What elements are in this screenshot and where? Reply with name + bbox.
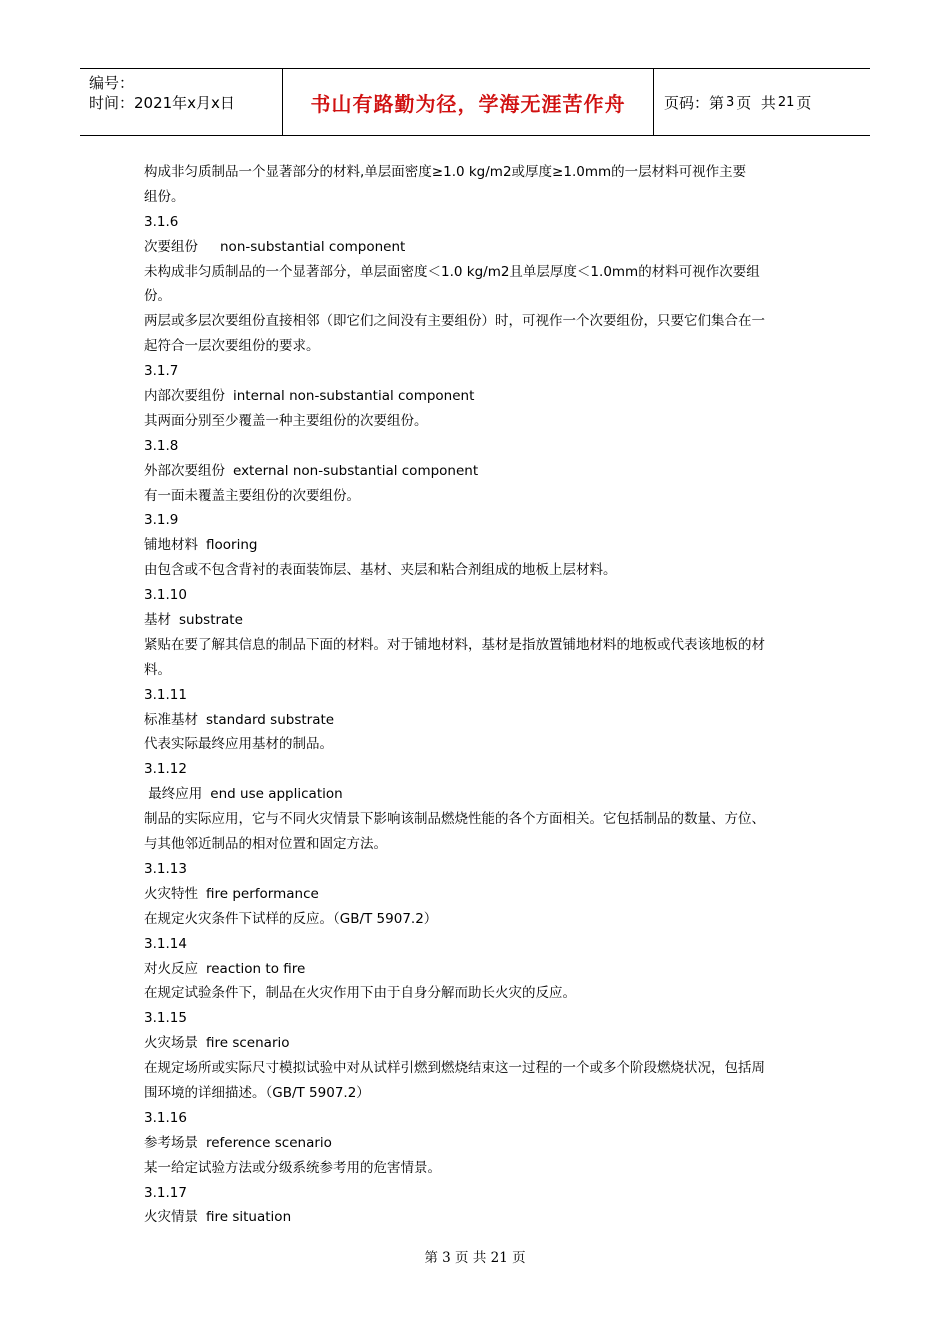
time-label: 时间：2021年x月x日 bbox=[89, 94, 235, 112]
clause-number: 3.1.11 bbox=[144, 686, 187, 703]
term-en: fire situation bbox=[206, 1209, 292, 1226]
definition-text: 料。 bbox=[144, 661, 171, 678]
clause-number: 3.1.6 bbox=[144, 213, 179, 230]
page-footer: 第 3 页 共 21 页 bbox=[424, 1250, 526, 1266]
term-heading bbox=[144, 1131, 808, 1156]
term-heading bbox=[144, 882, 808, 907]
clause-number: 3.1.9 bbox=[144, 512, 179, 529]
term-heading bbox=[144, 782, 808, 807]
definition-text: 起符合一层次要组份的要求。 bbox=[144, 338, 320, 355]
term-heading bbox=[144, 235, 808, 260]
definition-text: 在规定火灾条件下试样的反应。（GB/T 5907.2） bbox=[144, 910, 438, 927]
term-cn: 最终应用 bbox=[144, 786, 203, 803]
clause-number: 3.1.14 bbox=[144, 935, 187, 952]
term-en: reference scenario bbox=[206, 1134, 332, 1151]
clause-number: 3.1.16 bbox=[144, 1109, 187, 1126]
page-suffix: 页 bbox=[796, 93, 812, 112]
term-heading bbox=[144, 1031, 808, 1056]
code-label: 编号： bbox=[89, 74, 135, 92]
clause-number: 3.1.8 bbox=[144, 437, 179, 454]
page-mid: 页 共 bbox=[736, 93, 776, 112]
term-cn: 火灾场景 bbox=[144, 1035, 198, 1052]
definition-text: 紧贴在要了解其信息的制品下面的材料。对于铺地材料，基材是指放置铺地材料的地板或代表该地板的材 bbox=[144, 636, 765, 653]
term-en: external non-substantial component bbox=[233, 462, 479, 479]
term-cn: 内部次要组份 bbox=[144, 388, 225, 405]
definition-text: 构成非匀质制品一个显著部分的材料,单层面密度≥1.0 kg/m2或厚度≥1.0mm的一层材料可视作主要 bbox=[144, 164, 747, 180]
term-heading bbox=[144, 459, 808, 484]
term-en: fire performance bbox=[206, 885, 319, 902]
clause-number: 3.1.12 bbox=[144, 761, 187, 778]
header-info bbox=[80, 69, 282, 135]
page-total: 21 bbox=[777, 94, 795, 110]
term-heading bbox=[144, 608, 808, 633]
term-en: substrate bbox=[179, 612, 243, 629]
term-heading bbox=[144, 957, 808, 982]
term-en: reaction to fire bbox=[206, 960, 306, 977]
definition-text: 制品的实际应用，它与不同火灾情景下影响该制品燃烧性能的各个方面相关。它包括制品的数量、方位、 bbox=[144, 811, 765, 828]
page-current: 3 bbox=[726, 94, 735, 110]
term-en: non-substantial component bbox=[220, 238, 406, 255]
definition-text: 组份。 bbox=[144, 188, 185, 205]
definition-text: 其两面分别至少覆盖一种主要组份的次要组份。 bbox=[144, 412, 428, 429]
term-cn: 次要组份 bbox=[144, 238, 198, 255]
clause-number: 3.1.13 bbox=[144, 860, 187, 877]
definition-text: 份。 bbox=[144, 288, 171, 305]
clause-number: 3.1.7 bbox=[144, 363, 179, 380]
term-cn: 外部次要组份 bbox=[144, 462, 225, 479]
definition-text: 未构成非匀质制品的一个显著部分，单层面密度＜1.0 kg/m2且单层厚度＜1.0mm的材料可视作次要组 bbox=[144, 263, 760, 280]
term-cn: 铺地材料 bbox=[144, 537, 198, 554]
definition-text: 有一面未覆盖主要组份的次要组份。 bbox=[144, 487, 360, 504]
definition-text: 围环境的详细描述。（GB/T 5907.2） bbox=[144, 1084, 370, 1101]
term-en: standard substrate bbox=[206, 711, 335, 728]
term-heading bbox=[144, 708, 808, 733]
term-cn: 火灾特性 bbox=[144, 885, 198, 902]
term-cn: 对火反应 bbox=[144, 960, 198, 977]
definition-text: 在规定试验条件下，制品在火灾作用下由于自身分解而助长火灾的反应。 bbox=[144, 985, 576, 1002]
term-en: internal non-substantial component bbox=[233, 388, 475, 405]
term-heading bbox=[144, 1205, 808, 1230]
page-prefix: 页码：第 bbox=[664, 93, 725, 112]
term-heading bbox=[144, 384, 808, 409]
term-en: end use application bbox=[210, 786, 343, 803]
term-cn: 火灾情景 bbox=[144, 1209, 198, 1226]
term-heading bbox=[144, 533, 808, 558]
header-page-number bbox=[654, 69, 870, 135]
term-cn: 标准基材 bbox=[144, 711, 198, 728]
clause-number: 3.1.17 bbox=[144, 1184, 187, 1201]
clause-number: 3.1.15 bbox=[144, 1010, 187, 1027]
term-cn: 基材 bbox=[144, 612, 171, 629]
definition-text: 由包含或不包含背衬的表面装饰层、基材、夹层和粘合剂组成的地板上层材料。 bbox=[144, 562, 617, 579]
definition-text: 某一给定试验方法或分级系统参考用的危害情景。 bbox=[144, 1159, 441, 1176]
header-motto: 书山有路勤为径，学海无涯苦作舟 bbox=[282, 69, 654, 135]
clause-number: 3.1.10 bbox=[144, 587, 187, 604]
term-en: fire scenario bbox=[206, 1035, 290, 1052]
definition-text: 与其他邻近制品的相对位置和固定方法。 bbox=[144, 836, 387, 853]
term-en: flooring bbox=[206, 537, 258, 554]
definition-text: 两层或多层次要组份直接相邻（即它们之间没有主要组份）时，可视作一个次要组份，只要它们集合在一 bbox=[144, 313, 765, 330]
definition-text: 代表实际最终应用基材的制品。 bbox=[144, 736, 333, 753]
page-header bbox=[80, 68, 870, 136]
term-cn: 参考场景 bbox=[144, 1134, 198, 1151]
document-body bbox=[144, 160, 808, 1230]
definition-text: 在规定场所或实际尺寸模拟试验中对从试样引燃到燃烧结束这一过程的一个或多个阶段燃烧状况，包括周 bbox=[144, 1060, 765, 1077]
